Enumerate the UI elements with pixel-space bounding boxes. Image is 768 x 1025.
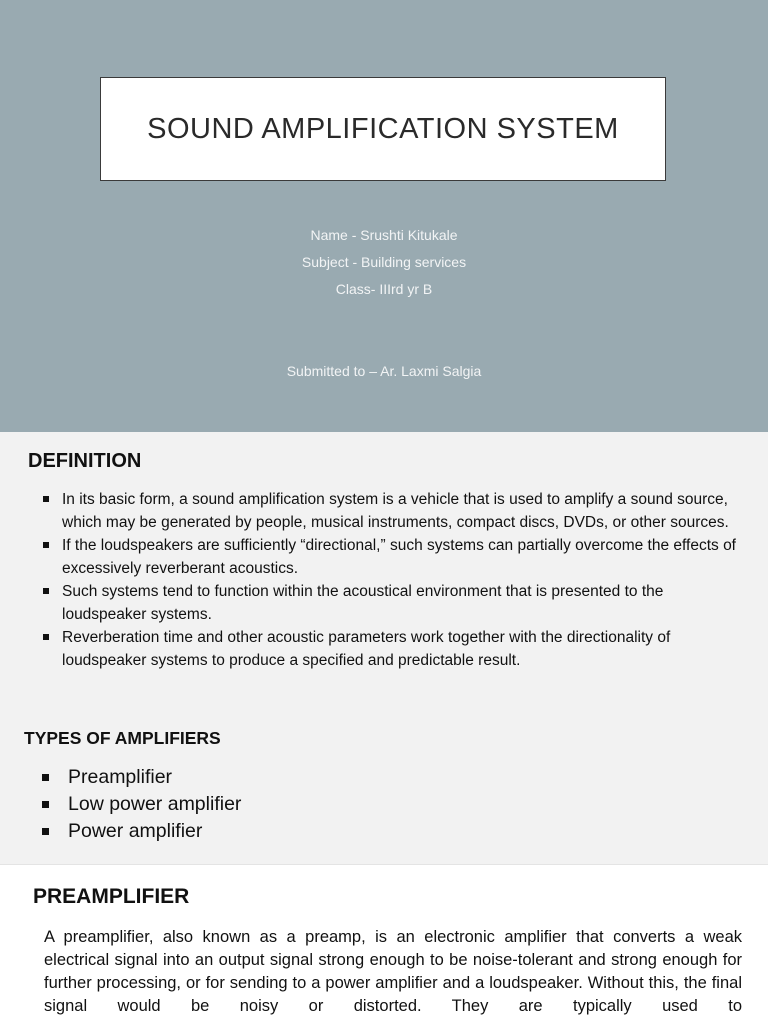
presentation-title: SOUND AMPLIFICATION SYSTEM xyxy=(147,112,619,145)
square-bullet-icon xyxy=(43,496,49,502)
list-item xyxy=(40,534,740,580)
author-info xyxy=(0,222,768,303)
square-bullet-icon xyxy=(42,828,49,835)
list-item xyxy=(40,764,241,791)
types-list xyxy=(40,764,241,845)
square-bullet-icon xyxy=(42,774,49,781)
square-bullet-icon xyxy=(43,588,49,594)
definition-list xyxy=(40,488,740,672)
preamplifier-heading: PREAMPLIFIER xyxy=(33,885,190,908)
preamplifier-paragraph: A preamplifier, also known as a preamp, is an electronic amplifier that converts a weak electrical signal into an output signal strong enough to be noise-tolerant and strong enough for further processing, or for sending to a power amplifier and a loudspeaker. Without this, the final signal would be noisy or distorted. They are typically used to xyxy=(44,928,742,1015)
list-item-text: Such systems tend to function within the acoustical environment that is presented to the loudspeaker systems. xyxy=(62,583,664,623)
list-item xyxy=(40,580,740,626)
definition-heading: DEFINITION xyxy=(28,450,142,472)
list-item-text: Power amplifier xyxy=(68,820,203,842)
title-box xyxy=(100,77,666,181)
list-item-text: Low power amplifier xyxy=(68,793,242,815)
list-item xyxy=(40,626,740,672)
list-item-text: Reverberation time and other acoustic parameters work together with the directionality of loudspeaker systems to produce a specified and predictable result. xyxy=(62,629,671,669)
square-bullet-icon xyxy=(42,801,49,808)
submitted-to: Submitted to – Ar. Laxmi Salgia xyxy=(286,363,482,379)
title-slide xyxy=(0,0,768,432)
subject-line: Subject - Building services xyxy=(301,254,467,270)
square-bullet-icon xyxy=(43,634,49,640)
list-item xyxy=(40,488,740,534)
class-line: Class- IIIrd yr B xyxy=(335,281,433,297)
author-name: Name - Srushti Kitukale xyxy=(310,227,458,243)
list-item-text: In its basic form, a sound amplification system is a vehicle that is used to amplify a sound source, which may be generated by people, musical instruments, compact discs, DVDs, or other sources. xyxy=(62,491,729,531)
list-item xyxy=(40,791,241,818)
list-item-text: Preamplifier xyxy=(68,766,173,788)
square-bullet-icon xyxy=(43,542,49,548)
list-item xyxy=(40,818,241,845)
types-heading: TYPES OF AMPLIFIERS xyxy=(24,728,221,748)
list-item-text: If the loudspeakers are sufficiently “directional,” such systems can partially overcome the effects of excessively reverberant acoustics. xyxy=(62,537,736,577)
